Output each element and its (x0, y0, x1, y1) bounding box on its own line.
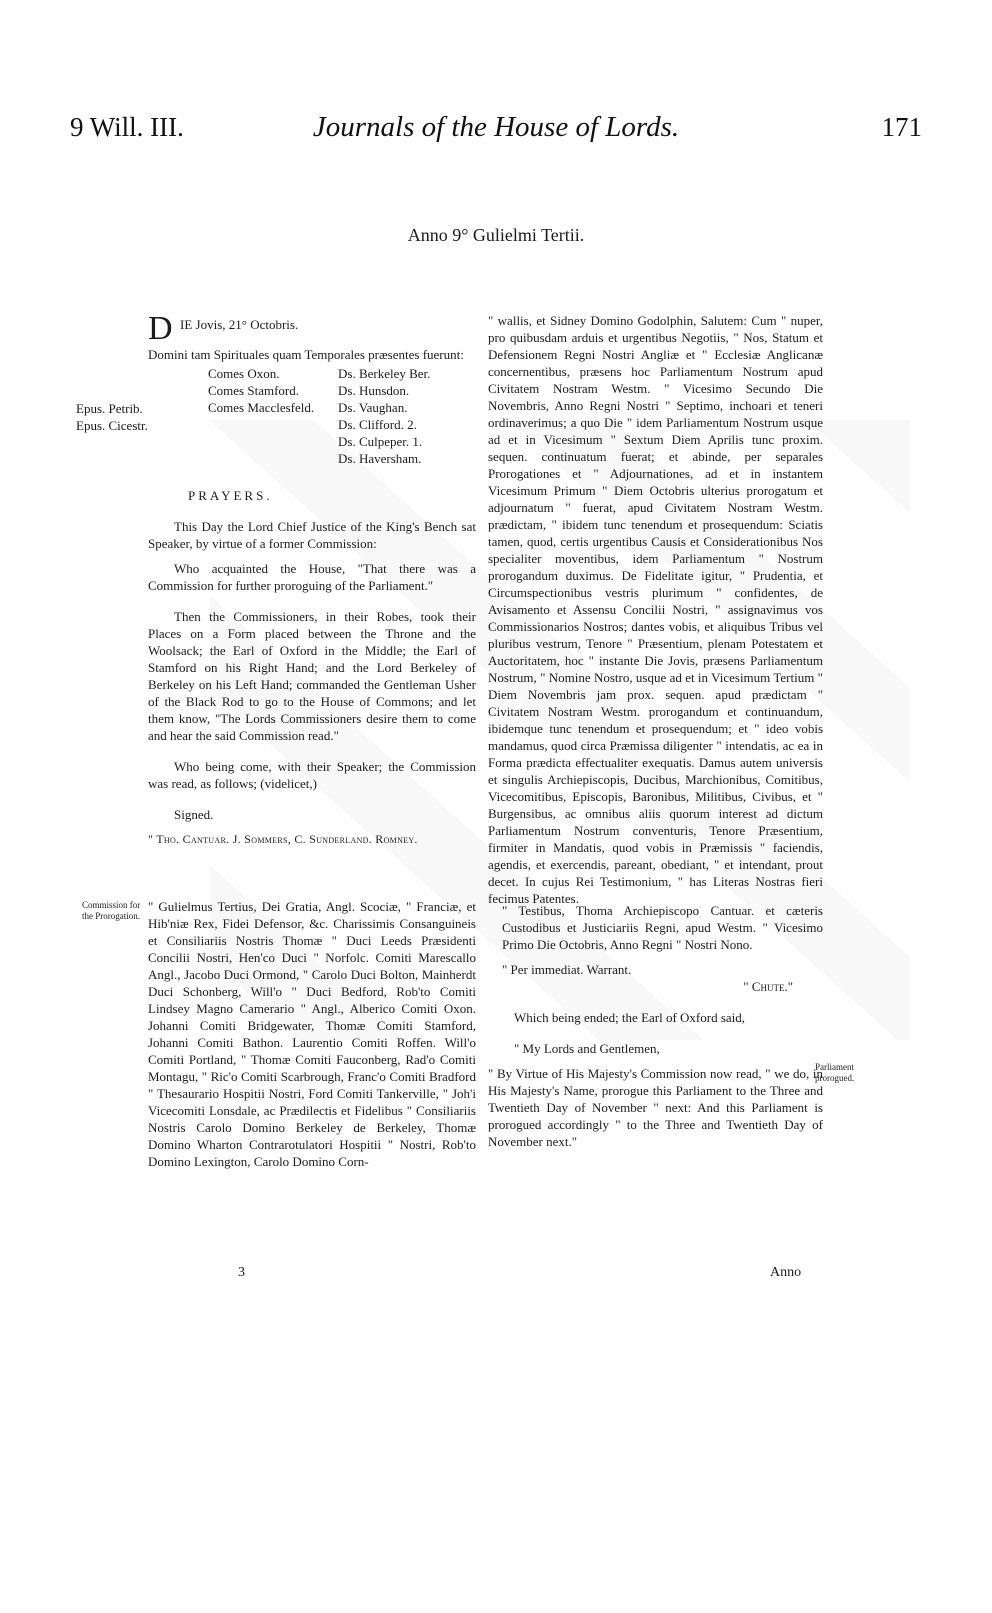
commission-latin-continued: " wallis, et Sidney Domino Godolphin, Salutem: Cum " nuper, pro quibusdam arduis et urgentibus Negotiis, " Nos, Statum et Defensionem Regni Nostri Angliæ et " Ecclesiæ Anglicanæ concernentibus, præsens hoc Parliamentum Nostrum apud Civitatem Nostram Westm. " Vicesimo Secundo Die Novembris, Anno Regni Nostri " Septimo, inchoari et teneri ordinaverimus; a quo Die " idem Parliamentum Nostrum usque ad et in Vicesimum " Sextum Diem Aprilis tunc proxim. sequen. continuatum fuerat; et abinde, per separales Prorogationes et " Adjournationes, ad et in instantem Vicesimum Primum " Diem Octobris ulterius prorogatum et adjournatum " fuerat, apud Civitatem Nostram Westm. prædictam, " ibidem tunc tenendum et prosequendum: Sciatis tamen, quod, certis urgentibus Causis et Considerationibus Nos specialiter moventibus, idem Parliamentum " Nostrum prorogandum duximus. De Fidelitate igitur, " Prudentia, et Circumspectionibus vestris plurimum " confidentes, de Avisamento et Assensu Concilii Nostri, " assignavimus vos Commissionarios Nostros; dantes vobis, et aliquibus Tribus vel pluribus vestrum, Tenore " Præsentium, plenam Potestatem et Auctoritatem, hoc " instante Die Jovis, præsens Parliamentum Nostrum, " Nomine Nostro, usque ad et in Vicesimum Tertium " Diem Novembris jam prox. sequen. apud prædictam " Civitatem Nostram Westm. prorogandum et continuandum, ibidemque tunc tenendum et prosequendum; et " ideo vobis mandamus, quod circa Præmissa diligenter " intendatis, ac ea in Forma prædicta effectualiter exequatis. Damus autem universis et singulis Archiepiscopis, Ducibus, Marchionibus, Comitibus, Vicecomitibus, Episcopis, Baronibus, Militibus, Civibus, et " Burgensibus, ac omnibus aliis quorum interest ad dictum Parliamentum Nostrum conventuris, Tenore Præsentium, firmiter in Mandatis, quod vobis in Præmissis " faciendis, agendis, et exercendis, pareant, obediant, " et intendant, prout decet. In cujus Rei Testimonium, " has Literas Nostras fieri fecimus Patentes. (488, 313, 823, 906)
bishops-list (76, 400, 148, 434)
comes-entry: Comes Macclesfeld. (208, 400, 315, 415)
margin-note-prorogued: Parliament prorogued. (815, 1062, 855, 1083)
paragraph-commissioners: Then the Commissioners, in their Robes, took their Places on a Form placed between the Throne and the Woolsack; the Earl of Oxford in the Middle; the Earl of Stamford on his Right Hand; and the Lord Berkeley of Berkeley on his Left Hand; commanded the Gentleman Usher of the Black Rod to go to the House of Commons; and let them know, "The Lords Commissioners desire them to come and hear the said Commission read." (148, 609, 476, 743)
which-being-ended: Which being ended; the Earl of Oxford said, (514, 1010, 746, 1025)
chute-signature: " Chute." (743, 979, 793, 994)
domini-heading: Domini tam Spirituales quam Temporales præsentes fuerunt: (148, 347, 464, 362)
header-page-number: 171 (881, 112, 922, 142)
peers-list (148, 365, 476, 487)
dateline (148, 312, 476, 346)
paragraph-acquainted: Who acquainted the House, "That there was a Commission for further proroguing of the Parliament." (148, 561, 476, 593)
left-column (148, 312, 476, 848)
signature-mark: 3 (238, 1265, 245, 1280)
prayers-heading: PRAYERS. (188, 488, 273, 503)
paragraph-commission-read: Who being come, with their Speaker; the Commission was read, as follows; (videlicet,) (148, 759, 476, 791)
paragraph-speaker: This Day the Lord Chief Justice of the King's Bench sat Speaker, by virtue of a former Commission: (148, 519, 476, 551)
my-lords-salutation: " My Lords and Gentlemen, (514, 1041, 660, 1056)
baron-entry: Ds. Clifford. 2. (338, 417, 417, 432)
testibus-paragraph: " Testibus, Thoma Archiepiscopo Cantuar. et cæteris Custodibus et Justiciariis Regni, apud Westm. " Vicesimo Primo Die Octobris, Anno Regni " Nostri Nono. (502, 903, 823, 952)
header-title: Journals of the House of Lords. (312, 111, 680, 143)
comes-entry: Comes Stamford. (208, 383, 299, 398)
barons-list (338, 365, 478, 467)
baron-entry: Ds. Berkeley Ber. (338, 366, 431, 381)
comes-entry: Comes Oxon. (208, 366, 280, 381)
baron-entry: Ds. Culpeper. 1. (338, 434, 423, 449)
signatories: " Tho. Cantuar. J. Sommers, C. Sunderland. Romney. (148, 832, 418, 846)
dateline-text: IE Jovis, 21° Octobris. (180, 317, 299, 332)
header-regnal-year: 9 Will. III. (70, 112, 184, 142)
right-column-lower (488, 902, 823, 1150)
baron-entry: Ds. Haversham. (338, 451, 422, 466)
commission-latin-paragraph: " Gulielmus Tertius, Dei Gratia, Angl. Scociæ, " Franciæ, et Hib'niæ Rex, Fidei Defensor, &c. Charissimis Consanguineis et Consiliariis Nostris Thomæ " Duci Leeds Præsidenti Concilii Nostri, Hen'co Duci " Norfolc. Comiti Marescallo Angl., Jacobo Duci Ormond, " Carolo Duci Bolton, Mainherdt Duci Schonberg, Will'o " Duci Bedford, Rob'to Comiti Lindsey Magno Camerario " Angl., Alberico Comiti Oxon. Johanni Comiti Bridgewater, Thomæ Comiti Stamford, Johanni Comiti Bathon. Laurentio Comiti Roffen. Will'o Comiti Portland, " Thomæ Comiti Fauconberg, Rad'o Comiti Montagu, " Ric'o Comiti Scarbrough, Franc'o Comiti Bradford " Thesaurario Hospitii Nostri, Ford Comiti Tankerville, " Joh'i Vicecomiti Lonsdale, ac Prædilectis et Fidelibus " Consiliariis Nostris Carolo Domino Berkeley de Berkeley, Thomæ Domino Wharton Contrarotulatori Hospitii " Nostri, Rob'to Domino Lexington, Carolo Domino Corn- (148, 899, 476, 1169)
baron-entry: Ds. Hunsdon. (338, 383, 410, 398)
signed-label: Signed. (174, 807, 214, 822)
bishop-entry: Epus. Cicestr. (76, 418, 148, 433)
commission-latin-text (148, 898, 476, 1170)
warrant-line: " Per immediat. Warrant. (502, 962, 632, 977)
drop-cap: D (148, 310, 173, 347)
catchword: Anno (770, 1265, 802, 1280)
prorogation-speech: " By Virtue of His Majesty's Commission now read, " we do, in His Majesty's Name, prorogue this Parliament to the Three and Twentieth Day of November " next: And this Parliament is prorogued accordingly " to the Three and Twentieth Day of November next." (488, 1066, 823, 1149)
baron-entry: Ds. Vaughan. (338, 400, 408, 415)
right-column (488, 312, 823, 907)
comites-list (208, 365, 328, 416)
margin-note-commission: Commission for the Prorogation. (82, 900, 141, 921)
anno-title: Anno 9° Gulielmi Tertii. (407, 225, 585, 245)
bishop-entry: Epus. Petrib. (76, 401, 143, 416)
